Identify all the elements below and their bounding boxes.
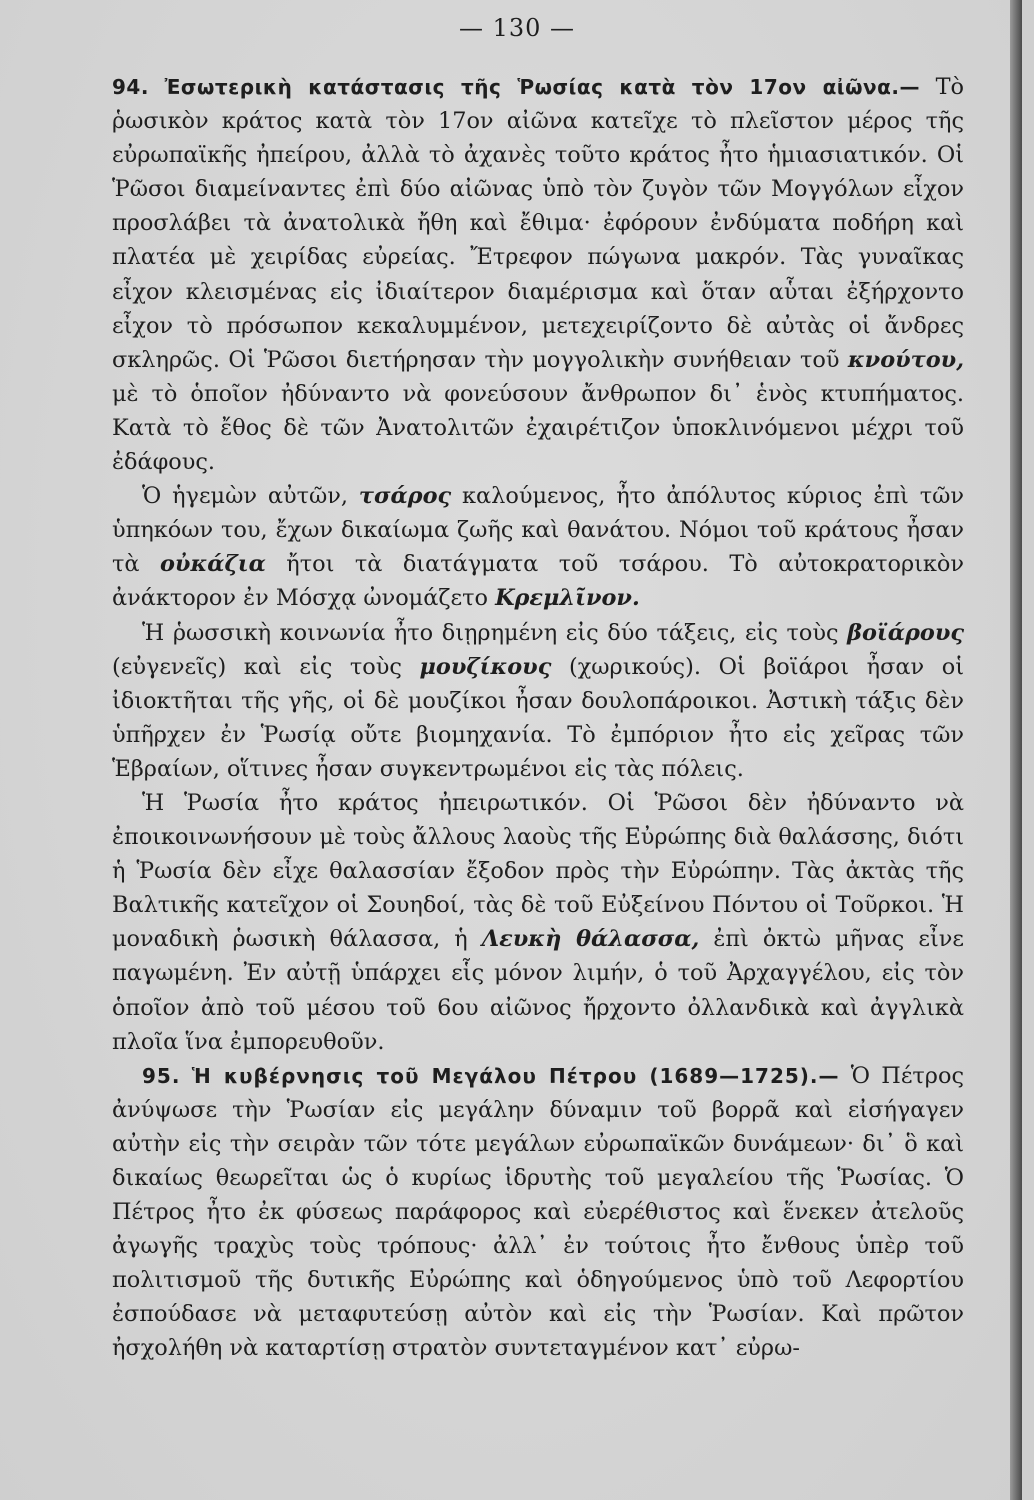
term-white-sea: Λευκὴ θάλασσα, <box>481 926 700 953</box>
section-94-text: καλούμενος, ἦτο ἀπόλυτος κύριος ἐπὶ τῶν ὑπηκόων του, ἔχων δικαίωμα ζωῆς καὶ θανάτου. Νόμοι τοῦ κράτους ἦσαν τὰ <box>112 483 964 578</box>
term-ukazia: οὐκάζια <box>160 551 266 578</box>
page-number: — 130 — <box>458 14 576 42</box>
term-boyars: βοϊάρους <box>847 619 964 646</box>
term-kremlin: Κρεμλῖνον. <box>495 585 640 612</box>
term-knout: κνούτου, <box>847 346 964 373</box>
section-95-paragraph-1 <box>112 1059 964 1366</box>
section-94-paragraph-3 <box>112 616 964 786</box>
section-94-text: Ἡ Ῥωσία ἦτο κράτος ἠπειρωτικόν. Οἱ Ῥῶσοι δὲν ἠδύναντο νὰ ἐποικοινωνήσουν μὲ τοὺς ἄλλους λαοὺς τῆς Εὐρώπης διὰ θαλάσσης, διότι ἡ Ῥωσία δὲν εἶχε θαλασσίαν ἔξοδον πρὸς τὴν Εὐρώπην. Τὰς ἀκτὰς τῆς Βαλτικῆς κατεῖχον οἱ Σουηδοί, τὰς δὲ τοῦ Εὐξείνου Πόντου οἱ Τοῦρκοι. Ἡ μοναδικὴ ῥωσικὴ θάλασσα, ἡ <box>112 789 964 953</box>
section-94-paragraph-4 <box>112 786 964 1059</box>
section-94-paragraph-1 <box>112 70 964 479</box>
section-94-text: (εὐγενεῖς) καὶ εἰς τοὺς <box>112 653 402 680</box>
section-94-number: 94. <box>112 75 149 99</box>
section-94-text: Ὁ ἡγεμὼν αὐτῶν, <box>142 483 348 510</box>
section-94-paragraph-2 <box>112 479 964 615</box>
section-94-heading: Ἐσωτερικὴ κατάστασις τῆς Ῥωσίας κατὰ τὸν 17ον αἰῶνα.— <box>164 75 920 99</box>
section-95-heading: Ἡ κυβέρνησις τοῦ Μεγάλου Πέτρου (1689—1725).— <box>191 1063 840 1088</box>
section-95-text: Ὁ Πέτρος ἀνύψωσε τὴν Ῥωσίαν εἰς μεγάλην δύναμιν τοῦ βορρᾶ καὶ εἰσήγαγεν αὐτὴν εἰς τὴν σειρὰν τῶν τότε μεγάλων εὐρωπαϊκῶν δυνάμεων· δι᾽ ὃ καὶ δικαίως θεωρεῖται ὡς ὁ κυρίως ἱδρυτὴς τοῦ μεγαλείου τῆς Ῥωσίας. Ὁ Πέτρος ἦτο ἐκ φύσεως παράφορος καὶ εὐερέθιστος καὶ ἕνεκεν ἀτελοῦς ἀγωγῆς τραχὺς τοὺς τρόπους· ἀλλ᾽ ἐν τούτοις ἦτο ἔνθους ὑπὲρ τοῦ πολιτισμοῦ τῆς δυτικῆς Εὐρώπης καὶ ὁδηγούμενος ὑπὸ τοῦ Λεφορτίου ἐσπούδασε νὰ μεταφυτεύσῃ αὐτὸν καὶ εἰς τὴν Ῥωσίαν. Καὶ πρῶτον ἠσχολήθη νὰ καταρτίσῃ στρατὸν συντεταγμένον κατ᾽ εὐρω- <box>112 1062 964 1362</box>
page-body <box>112 70 964 1366</box>
section-94-text: ἤτοι τὰ διατάγματα τοῦ τσάρου. Τὸ αὐτοκρατορικὸν ἀνάκτορον ἐν Μόσχᾳ ὠνομάζετο <box>112 551 964 612</box>
section-94-text: μὲ τὸ ὁποῖον ἠδύναντο νὰ φονεύσουν ἄνθρωπον δι᾽ ἑνὸς κτυπήματος. Κατὰ τὸ ἔθος δὲ τῶν Ἀνατολιτῶν ἐχαιρέτιζον ὑποκλινόμενοι μέχρι τοῦ ἐδάφους. <box>112 380 964 476</box>
section-94-text: ἐπὶ ὀκτὼ μῆνας εἶνε παγωμένη. Ἐν αὐτῇ ὑπάρχει εἷς μόνον λιμήν, ὁ τοῦ Ἀρχαγγέλου, εἰς τὸν ὁποῖον ἀπὸ τοῦ μέσου τοῦ 6ου αἰῶνος ἤρχοντο ὀλλανδικὰ καὶ ἀγγλικὰ πλοῖα ἵνα ἐμπορευθοῦν. <box>112 926 965 1055</box>
term-muzhiks: μουζίκους <box>419 653 552 680</box>
page-edge <box>1010 0 1022 1500</box>
section-94-text: Ἡ ῥωσσικὴ κοινωνία ἦτο διῃρημένη εἰς δύο τάξεις, εἰς τοὺς <box>142 619 839 646</box>
section-94-text: Τὸ ῥωσικὸν κράτος κατὰ τὸν 17ον αἰῶνα κατεῖχε τὸ πλεῖστον μέρος τῆς εὐρωπαϊκῆς ἠπείρου, ἀλλὰ τὸ ἀχανὲς τοῦτο κράτος ἦτο ἡμιασιατικόν. Οἱ Ῥῶσοι διαμείναντες ἐπὶ δύο αἰῶνας ὑπὸ τὸν ζυγὸν τῶν Μογγόλων εἶχον προσλάβει τὰ ἀνατολικὰ ἤθη καὶ ἔθιμα· ἐφόρουν ἐνδύματα ποδήρη καὶ πλατέα μὲ χειρίδας εὐρείας. Ἔτρεφον πώγωνα μακρόν. Τὰς γυναῖκας εἶχον κλεισμένας εἰς ἰδιαίτερον διαμέρισμα καὶ ὅταν αὗται ἐξήρχοντο εἶχον τὸ πρόσωπον κεκαλυμμένον, μετεχειρίζοντο δὲ αὐτὰς οἱ ἄνδρες σκληρῶς. Οἱ Ῥῶσοι διετήρησαν τὴν μογγολικὴν συνήθειαν τοῦ <box>112 74 964 373</box>
term-tsar: τσάρος <box>358 483 452 510</box>
section-95-number: 95. <box>142 1063 181 1088</box>
section-94-text: (χωρικούς). Οἱ βοϊάροι ἦσαν οἱ ἰδιοκτῆται τῆς γῆς, οἱ δὲ μουζίκοι ἦσαν δουλοπάροικοι. Ἀστικὴ τάξις δὲν ὑπῆρχεν ἐν Ῥωσίᾳ οὔτε βιομηχανία. Τὸ ἐμπόριον ἦτο εἰς χεῖρας τῶν Ἑβραίων, οἵτινες ἦσαν συγκεντρωμένοι εἰς τὰς πόλεις. <box>112 653 964 782</box>
